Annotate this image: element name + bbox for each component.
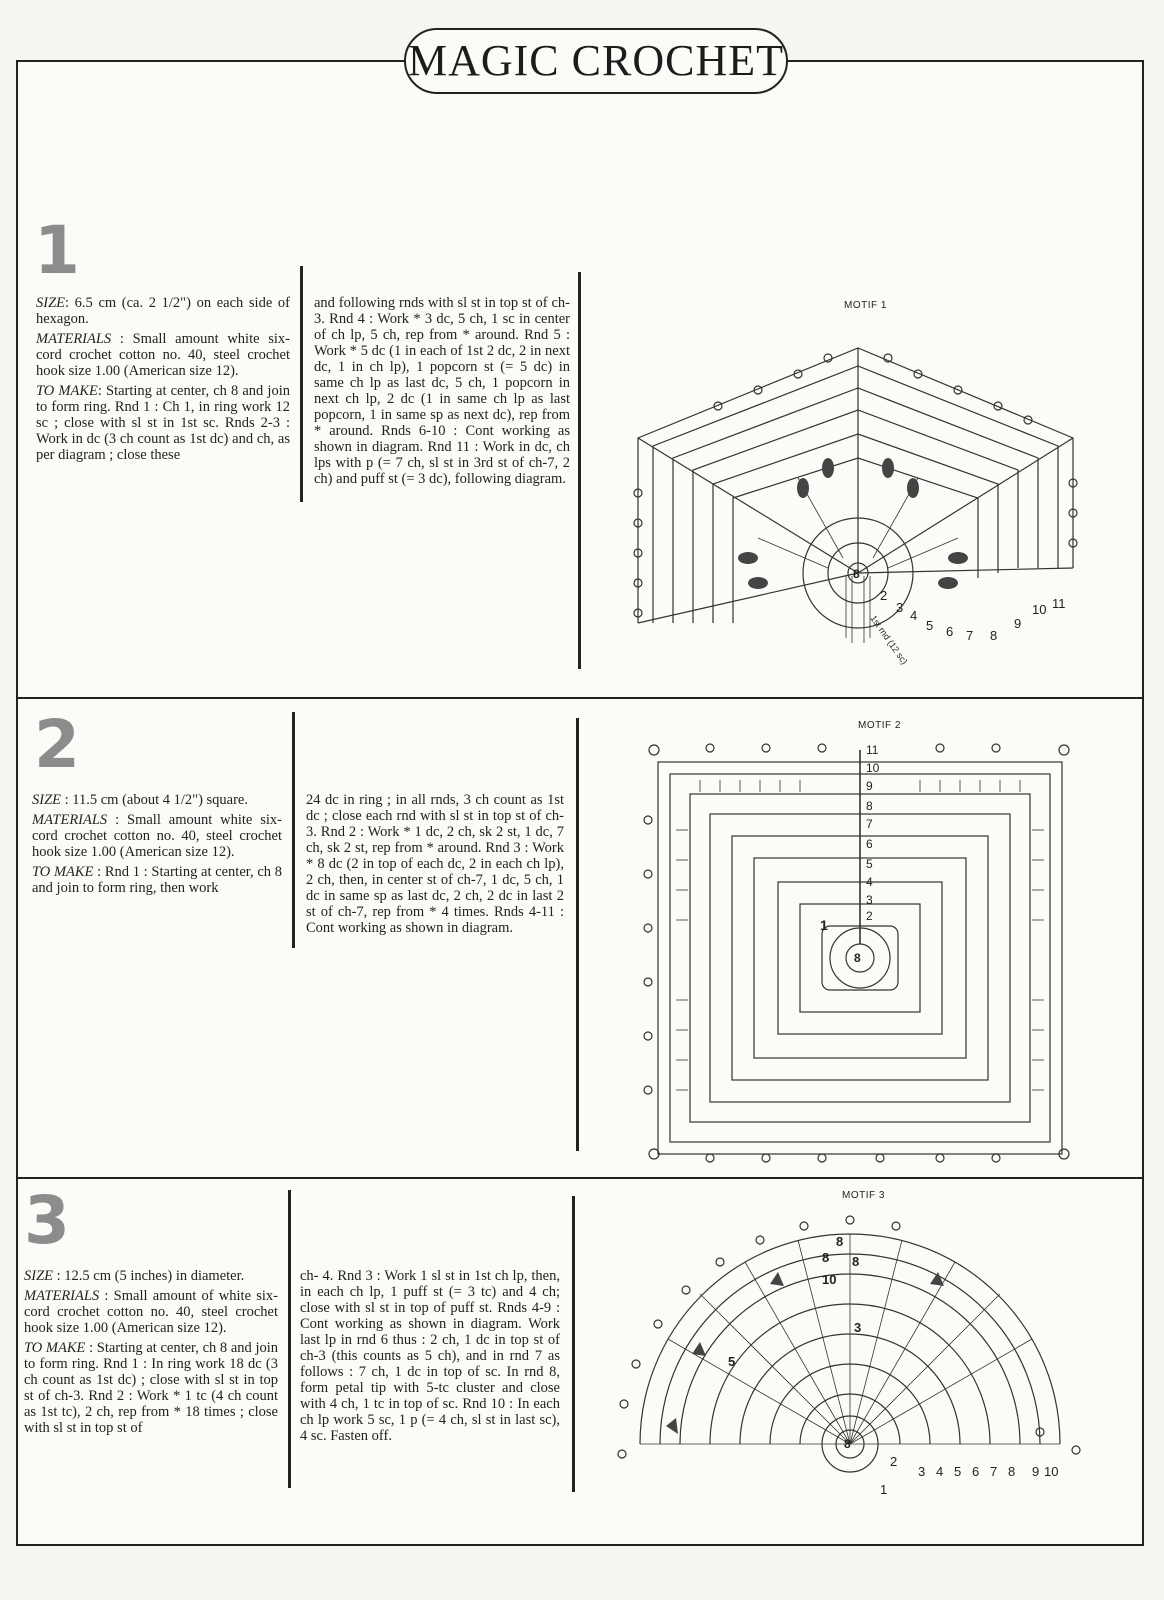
- diagram-label: 7: [966, 628, 974, 643]
- size-text: : 11.5 cm (about 4 1/2") square.: [64, 792, 248, 808]
- motif-1-diagram: [618, 318, 1088, 678]
- diagram-label: 2: [880, 588, 888, 603]
- diagram-label: 11: [1052, 596, 1066, 611]
- diagram-label: 4: [936, 1464, 944, 1479]
- materials-label: MATERIALS: [32, 812, 108, 828]
- column-rule: [292, 712, 295, 948]
- motif-number: 3: [24, 1182, 70, 1259]
- to-make-text: : Starting at center, ch 8 and join to form ring. Rnd 1 : Ch 1, in ring work 12 sc ; close with sl st in 1st sc. Rnds 2-3 : Work in dc (3 ch count as 1st dc) and ch, as per diagram ; close these: [36, 383, 290, 463]
- diagram-label: 3: [854, 1320, 862, 1335]
- diagram-label: 10: [866, 761, 880, 775]
- diagram-title: MOTIF 2: [858, 720, 901, 731]
- diagram-label: 2: [890, 1454, 898, 1469]
- size-text: : 12.5 cm (5 inches) in diameter.: [56, 1268, 245, 1284]
- diagram-label: 8: [853, 567, 860, 581]
- diagram-label: 7: [990, 1464, 998, 1479]
- instructions-continued: 24 dc in ring ; in all rnds, 3 ch count as 1st dc ; close each rnd with sl st in top st of ch-3. Rnd 2 : Work * 1 dc, 2 ch, sk 2 st, 1 dc, 7 ch, sk 2 st, rep from * around. Rnd 3 : Work * 8 dc (2 in top of each dc, 2 in each ch lp), 2 ch, then, in center st of ch-7, 1 dc, 5 ch, 1 dc in same sp as last dc, 2 ch, 2 dc in last 2 st of ch-7, rep from * 4 times. Rnds 4-11 : Cont working as shown in diagram.: [306, 792, 564, 936]
- size-label: SIZE: [24, 1268, 53, 1284]
- to-make-label: TO MAKE: [36, 383, 98, 399]
- diagram-label: 7: [866, 817, 873, 831]
- diagram-label: 9: [1032, 1464, 1040, 1479]
- diagram-label: 4: [866, 875, 873, 889]
- diagram-label: 1: [820, 917, 828, 933]
- materials-text: : Small amount of white six-cord crochet cotton no. 40, steel crochet hook size 1.00 (American size 12).: [24, 1288, 278, 1336]
- diagram-label: 11: [866, 743, 879, 757]
- diagram-label: 5: [866, 857, 873, 871]
- column-rule: [576, 718, 579, 1151]
- diagram-label: 8: [822, 1250, 830, 1265]
- motif-2-text-col2: [306, 792, 564, 940]
- diagram-label: 3: [896, 600, 904, 615]
- diagram-label: 9: [1014, 616, 1022, 631]
- motif-1-text-col2: [314, 295, 570, 491]
- instructions-continued: and following rnds with sl st in top st of ch-3. Rnd 4 : Work * 3 dc, 5 ch, 1 sc in center of ch lp, 5 ch, rep from * around. Rnd 5 : Work * 5 dc (1 in each of 1st 2 dc, 2 in next dc, 1 in ch lp), 1 popcorn st (= 5 dc) in same ch lp as last dc, 5 ch, 1 popcorn in next ch lp, 2 dc (1 in same ch lp as last popcorn, 1 in same sp as next dc), rep from * around. Rnds 6-10 : Cont working as shown in diagram. Rnd 11 : Work in dc, ch lps with p (= 7 ch, sl st in 3rd st of ch-7, 2 ch) and puff st (= 3 dc), following diagram.: [314, 295, 570, 487]
- diagram-label: 4: [910, 608, 918, 623]
- motif-3-diagram: [600, 1204, 1100, 1504]
- motif-number: 2: [34, 706, 80, 783]
- materials-label: MATERIALS: [36, 331, 112, 347]
- section-divider: [16, 1177, 1144, 1179]
- diagram-label: 8: [844, 1437, 851, 1451]
- section-divider: [16, 697, 1144, 699]
- diagram-label: 1st rnd (12 sc): [868, 613, 910, 667]
- motif-1-text-col1: [36, 295, 290, 467]
- diagram-label: 10: [1032, 602, 1047, 617]
- materials-text: : Small amount white six-cord crochet cotton no. 40, steel crochet hook size 1.00 (American size 12).: [32, 812, 283, 860]
- diagram-title: MOTIF 3: [842, 1190, 885, 1201]
- diagram-label: 8: [836, 1234, 844, 1249]
- diagram-label: 10: [1044, 1464, 1059, 1479]
- diagram-label: 3: [918, 1464, 926, 1479]
- diagram-label: 3: [866, 893, 873, 907]
- diagram-label: 5: [926, 618, 934, 633]
- motif-3-text-col1: [24, 1268, 278, 1440]
- diagram-label: 6: [866, 837, 873, 851]
- instructions-continued: ch- 4. Rnd 3 : Work 1 sl st in 1st ch lp, then, in each ch lp, 1 puff st (= 3 tc) and 4 ch; close with sl st in top of puff st. Rnds 4-9 : Cont working as shown in diagram. Work last lp in rnd 6 thus : 2 ch, 1 dc in top st of ch-3 (this counts as 5 ch), and in rnd 7 as follows : 7 ch, 1 dc in top of sc. In rnd 8, form petal tip with 5-tc cluster and close with 4 ch, 1 tc in top of sc. Rnd 10 : In each ch lp work 5 sc, 1 p (= 4 ch, sl st in last sc), 4 sc. Fasten off.: [300, 1268, 560, 1444]
- size-text: : 6.5 cm (ca. 2 1/2") on each side of hexagon.: [36, 295, 290, 327]
- to-make-text: : Starting at center, ch 8 and join to form ring. Rnd 1 : In ring work 18 dc (3 ch count as 1st dc) ; close with sl st in top st of ch-3. Rnd 2 : Work * 1 tc (4 ch count as 1st tc), 2 ch, rep from * 18 times ; close with sl st in top st of: [24, 1340, 279, 1436]
- diagram-label: 6: [972, 1464, 980, 1479]
- diagram-title: MOTIF 1: [844, 300, 887, 311]
- page-title: MAGIC CROCHET: [404, 28, 788, 94]
- diagram-label: 8: [852, 1254, 860, 1269]
- column-rule: [300, 266, 303, 502]
- motif-number: 1: [34, 212, 80, 289]
- to-make-label: TO MAKE: [32, 864, 94, 880]
- diagram-label: 8: [990, 628, 998, 643]
- size-label: SIZE: [36, 295, 65, 311]
- materials-label: MATERIALS: [24, 1288, 100, 1304]
- diagram-label: 9: [866, 779, 873, 793]
- diagram-label: 8: [1008, 1464, 1016, 1479]
- diagram-label: 2: [866, 909, 873, 923]
- column-rule: [572, 1196, 575, 1492]
- to-make-label: TO MAKE: [24, 1340, 86, 1356]
- diagram-label: 8: [866, 799, 873, 813]
- motif-2-text-col1: [32, 792, 282, 900]
- diagram-label: 6: [946, 624, 954, 639]
- diagram-label: 1: [880, 1482, 888, 1497]
- column-rule: [578, 272, 581, 669]
- column-rule: [288, 1190, 291, 1488]
- to-make-text: : Rnd 1 : Starting at center, ch 8 and join to form ring, then work: [32, 864, 282, 896]
- diagram-label: 5: [954, 1464, 962, 1479]
- diagram-label: 5: [728, 1354, 736, 1369]
- materials-text: : Small amount white six-cord crochet cotton no. 40, steel crochet hook size 1.00 (American size 12).: [36, 331, 290, 379]
- diagram-label: 8: [854, 951, 861, 965]
- motif-2-diagram: [640, 740, 1080, 1172]
- size-label: SIZE: [32, 792, 61, 808]
- diagram-label: 10: [822, 1272, 837, 1287]
- motif-3-text-col2: [300, 1268, 560, 1448]
